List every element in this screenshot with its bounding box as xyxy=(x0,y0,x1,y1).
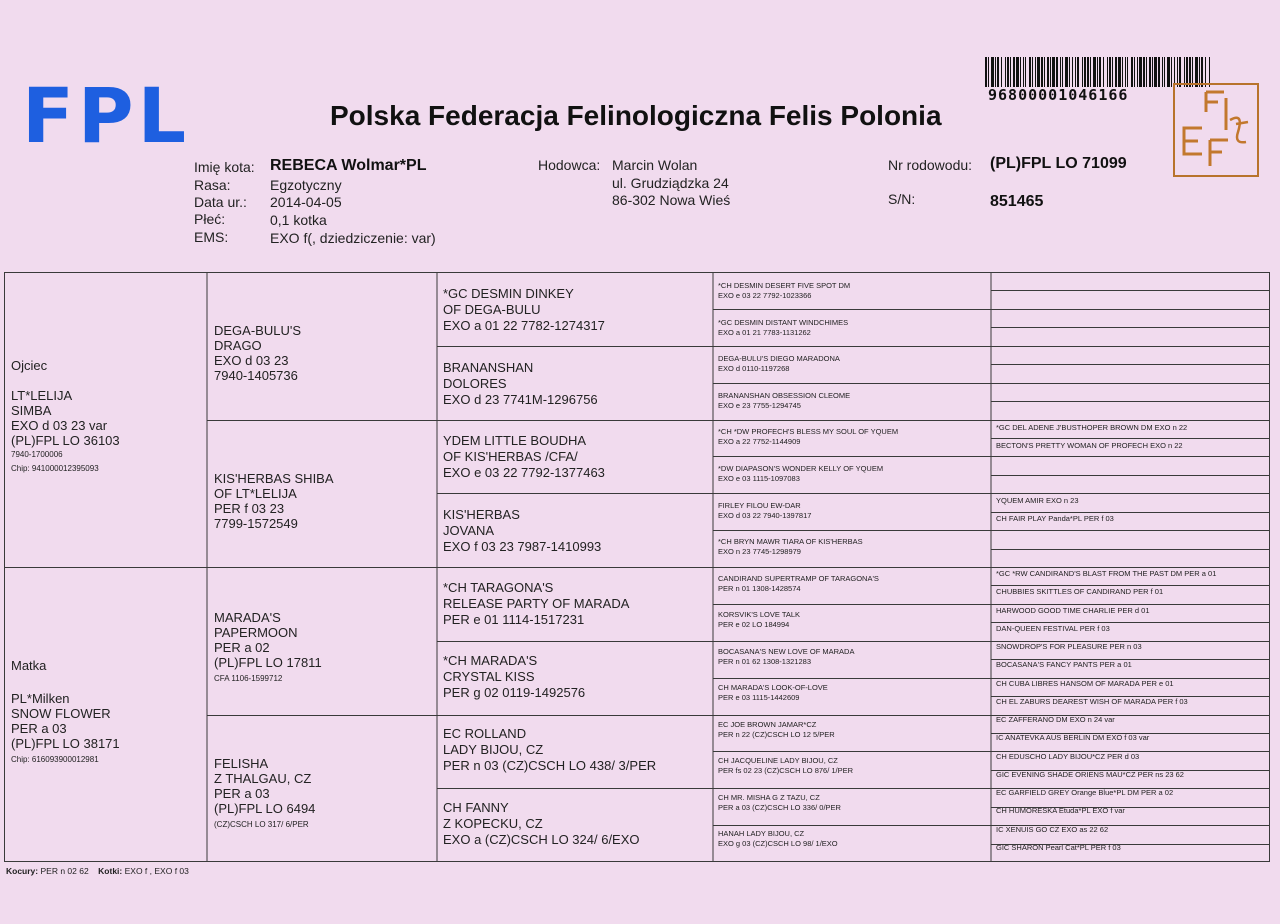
males-value: PER n 02 62 xyxy=(40,866,89,876)
grandparent-line1: KIS'HERBAS SHIBA xyxy=(214,471,334,486)
gen5-cell: CH CUBA LIBRES HANSOM OF MARADA PER e 01 xyxy=(996,679,1174,688)
grandparent-line3: PER a 03 xyxy=(214,786,270,801)
gen4-cell xyxy=(718,281,850,300)
fpl-logo xyxy=(22,71,191,160)
gen5-cell: *GC DEL ADENE J'BUSTHOPER BROWN DM EXO n 22 xyxy=(996,423,1188,432)
gen4-line1: CH MR. MISHA G Z TAZU, CZ xyxy=(718,793,820,802)
sire-role: Ojciec xyxy=(11,358,48,373)
gen3-cell xyxy=(443,433,713,481)
dob-value: 2014-04-05 xyxy=(270,194,342,210)
gen4-line2: EXO e 03 22 7792-1023366 xyxy=(718,290,812,300)
grandparent-cell xyxy=(214,471,434,531)
gen4-line1: CH JACQUELINE LADY BIJOU, CZ xyxy=(718,756,838,765)
gen4-cell xyxy=(718,501,811,520)
grandparent-line2: OF LT*LELIJA xyxy=(214,486,297,501)
gen5-cell: BOCASANA'S FANCY PANTS PER a 01 xyxy=(996,660,1132,669)
sn-value: 851465 xyxy=(990,193,1044,210)
gen4-cell xyxy=(718,391,850,410)
gen5-cell: IC ANATEVKA AUS BERLIN DM EXO f 03 var xyxy=(996,733,1150,742)
gen3-line2: JOVANA xyxy=(443,523,495,538)
gen4-line2: PER e 03 1115-1442609 xyxy=(718,692,800,702)
gen5-cell: CH EDUSCHO LADY BIJOU*CZ PER d 03 xyxy=(996,752,1140,761)
gen4-line1: *DW DIAPASON'S WONDER KELLY OF YQUEM xyxy=(718,464,884,473)
females-label: Kotki: xyxy=(98,866,123,876)
gen4-line2: PER a 03 (CZ)CSCH LO 336/ 0/PER xyxy=(718,802,841,812)
grandparent-line2: PAPERMOON xyxy=(214,625,298,640)
gen5-cell: DAN-QUEEN FESTIVAL PER f 03 xyxy=(996,624,1110,633)
gen3-line1: BRANANSHAN xyxy=(443,360,534,375)
gen4-line1: *CH BRYN MAWR TIARA OF KIS'HERBAS xyxy=(718,537,863,546)
dam-line1: PL*Milken xyxy=(11,691,70,706)
gen3-line2: OF DEGA-BULU xyxy=(443,302,541,317)
sire-line1: LT*LELIJA xyxy=(11,388,73,403)
sire-line3: EXO d 03 23 var xyxy=(11,418,108,433)
ems-label: EMS: xyxy=(194,229,229,245)
gen3-line3: EXO d 23 7741M-1296756 xyxy=(443,392,598,407)
gen5-cell: EC ZAFFERANO DM EXO n 24 var xyxy=(996,715,1115,724)
breeder-city: 86-302 Nowa Wieś xyxy=(612,192,731,208)
gen3-line3: EXO a (CZ)CSCH LO 324/ 6/EXO xyxy=(443,832,640,847)
gen3-line2: RELEASE PARTY OF MARADA xyxy=(443,596,630,611)
gen3-line3: PER e 01 1114-1517231 xyxy=(443,612,585,627)
gen4-cell xyxy=(718,354,840,373)
cat-name-label: Imię kota: xyxy=(194,159,255,175)
gen4-line2: EXO d 03 22 7940-1397817 xyxy=(718,510,812,520)
gen3-line1: KIS'HERBAS xyxy=(443,507,520,522)
gen3-line3: PER n 03 (CZ)CSCH LO 438/ 3/PER xyxy=(443,758,657,773)
breeder-label: Hodowca: xyxy=(538,157,601,173)
dam-line2: SNOW FLOWER xyxy=(11,706,111,721)
gen3-cell xyxy=(443,580,713,628)
gen3-line2: Z KOPECKU, CZ xyxy=(443,816,543,831)
gen5-cell: GIC SHARON Pearl Cat*PL PER f 03 xyxy=(996,843,1121,852)
ems-value: EXO f(, dziedziczenie: var) xyxy=(270,230,436,246)
sire-line4: (PL)FPL LO 36103 xyxy=(11,433,120,448)
gen3-cell xyxy=(443,360,713,408)
gen4-cell xyxy=(718,537,863,556)
gen4-line2: EXO g 03 (CZ)CSCH LO 98/ 1/EXO xyxy=(718,838,838,848)
sire-cell xyxy=(11,358,201,474)
gen3-line2: OF KIS'HERBAS /CFA/ xyxy=(443,449,578,464)
dam-cell xyxy=(11,658,201,765)
fife-logo-icon xyxy=(1172,82,1260,178)
gen4-line2: PER n 01 1308-1428574 xyxy=(718,583,801,593)
dam-role: Matka xyxy=(11,658,47,673)
breeder-name: Marcin Wolan xyxy=(612,157,698,173)
gen4-line1: *CH DESMIN DESERT FIVE SPOT DM xyxy=(718,281,851,290)
gen4-cell xyxy=(718,647,854,666)
sex-label: Płeć: xyxy=(194,211,226,227)
gen5-cell: EC GARFIELD GREY Orange Blue*PL DM PER a 02 xyxy=(996,788,1174,797)
gen3-line2: DOLORES xyxy=(443,376,507,391)
gen4-line2: PER e 02 LO 184994 xyxy=(718,619,790,629)
gen3-line1: EC ROLLAND xyxy=(443,726,527,741)
grandparent-line1: MARADA'S xyxy=(214,610,281,625)
gen5-cell: *GC *RW CANDIRAND'S BLAST FROM THE PAST DM PER a 01 xyxy=(996,569,1217,578)
gen4-line2: EXO e 23 7755-1294745 xyxy=(718,400,801,410)
gen4-line1: HANAH LADY BIJOU, CZ xyxy=(718,829,805,838)
gen3-cell xyxy=(443,286,713,334)
sn-label: S/N: xyxy=(888,191,916,207)
gen4-line1: FIRLEY FILOU EW-DAR xyxy=(718,501,801,510)
gen5-cell: CHUBBIES SKITTLES OF CANDIRAND PER f 01 xyxy=(996,587,1164,596)
males-label: Kocury: xyxy=(6,866,39,876)
gen4-cell xyxy=(718,720,835,739)
breeder-street: ul. Grudziądzka 24 xyxy=(612,175,729,191)
gen4-line2: EXO a 01 21 7783-1131262 xyxy=(718,327,811,337)
gen4-cell xyxy=(718,610,800,629)
sex-value: 0,1 kotka xyxy=(270,212,327,228)
dam-chip: Chip: 616093900012981 xyxy=(11,755,99,764)
gen4-line1: CH MARADA'S LOOK-OF-LOVE xyxy=(718,683,828,692)
gen4-cell xyxy=(718,318,848,337)
gen3-line3: PER g 02 0119-1492576 xyxy=(443,685,586,700)
gen5-cell: CH EL ZABURS DEAREST WISH OF MARADA PER f 03 xyxy=(996,697,1188,706)
grandparent-line4: 7940-1405736 xyxy=(214,368,298,383)
gen3-line3: EXO e 03 22 7792-1377463 xyxy=(443,465,605,480)
footer-summary xyxy=(6,866,189,876)
grandparent-line2: DRAGO xyxy=(214,338,262,353)
gen4-line1: CANDIRAND SUPERTRAMP OF TARAGONA'S xyxy=(718,574,879,583)
breed-label: Rasa: xyxy=(194,177,231,193)
pedigree-table xyxy=(4,272,1270,862)
gen3-line1: *GC DESMIN DINKEY xyxy=(443,286,574,301)
page-title: Polska Federacja Felinologiczna Felis Polonia xyxy=(330,100,942,131)
fpl-logo-text: FPL xyxy=(22,71,191,160)
grandparent-line1: DEGA-BULU'S xyxy=(214,323,302,338)
grandparent-cell xyxy=(214,323,434,383)
grandparent-small: CFA 1106-1599712 xyxy=(214,674,283,683)
dam-line3: PER a 03 xyxy=(11,721,67,736)
gen4-cell xyxy=(718,683,828,702)
gen4-line1: BRANANSHAN OBSESSION CLEOME xyxy=(718,391,851,400)
gen4-cell xyxy=(718,829,838,848)
gen3-line1: *CH TARAGONA'S xyxy=(443,580,554,595)
grandparent-small: (CZ)CSCH LO 317/ 6/PER xyxy=(214,820,309,829)
grandparent-line3: PER a 02 xyxy=(214,640,270,655)
grandparent-line4: 7799-1572549 xyxy=(214,516,298,531)
gen4-cell xyxy=(718,793,841,812)
sire-line2: SIMBA xyxy=(11,403,52,418)
gen4-line2: PER fs 02 23 (CZ)CSCH LO 876/ 1/PER xyxy=(718,765,854,775)
grandparent-line3: EXO d 03 23 xyxy=(214,353,289,368)
grandparent-line1: FELISHA xyxy=(214,756,269,771)
grandparent-cell xyxy=(214,756,434,830)
gen3-cell xyxy=(443,800,713,848)
gen3-line3: EXO f 03 23 7987-1410993 xyxy=(443,539,602,554)
gen4-line1: BOCASANA'S NEW LOVE OF MARADA xyxy=(718,647,855,656)
gen4-cell xyxy=(718,756,853,775)
females-value: EXO f , EXO f 03 xyxy=(124,866,189,876)
gen3-line3: EXO a 01 22 7782-1274317 xyxy=(443,318,605,333)
gen4-line1: *GC DESMIN DISTANT WINDCHIMES xyxy=(718,318,849,327)
dam-line4: (PL)FPL LO 38171 xyxy=(11,736,120,751)
gen5-cell: IC XENUIS GO CZ EXO as 22 62 xyxy=(996,825,1109,834)
breed-value: Egzotyczny xyxy=(270,177,342,193)
gen3-cell xyxy=(443,726,713,774)
grandparent-cell xyxy=(214,610,434,684)
gen3-line1: CH FANNY xyxy=(443,800,509,815)
sire-chip: Chip: 941000012395093 xyxy=(11,464,99,473)
gen5-cell: CH FAIR PLAY Panda*PL PER f 03 xyxy=(996,514,1114,523)
gen3-line2: CRYSTAL KISS xyxy=(443,669,535,684)
gen4-line1: KORSVIK'S LOVE TALK xyxy=(718,610,801,619)
cat-name: REBECA Wolmar*PL xyxy=(270,157,427,174)
grandparent-line2: Z THALGAU, CZ xyxy=(214,771,312,786)
gen4-line1: DEGA-BULU'S DIEGO MARADONA xyxy=(718,354,840,363)
gen4-line2: EXO n 23 7745-1298979 xyxy=(718,546,801,556)
gen3-line1: YDEM LITTLE BOUDHA xyxy=(443,433,587,448)
pedigree-number: (PL)FPL LO 71099 xyxy=(990,155,1127,172)
gen5-cell: GIC EVENING SHADE ORIENS MAU*CZ PER ns 23 62 xyxy=(996,770,1184,779)
gen4-line2: EXO d 0110-1197268 xyxy=(718,363,790,373)
gen5-cell: HARWOOD GOOD TIME CHARLIE PER d 01 xyxy=(996,606,1150,615)
gen4-cell xyxy=(718,427,898,446)
gen5-cell: YQUEM AMIR EXO n 23 xyxy=(996,496,1079,505)
gen4-line1: EC JOE BROWN JAMAR*CZ xyxy=(718,720,817,729)
gen5-cell: CH HUMORESKA Etuda*PL EXO f var xyxy=(996,806,1125,815)
grandparent-line4: (PL)FPL LO 6494 xyxy=(214,801,316,816)
dob-label: Data ur.: xyxy=(194,194,247,210)
grandparent-line4: (PL)FPL LO 17811 xyxy=(214,655,322,670)
gen4-line1: *CH *DW PROFECH'S BLESS MY SOUL OF YQUEM xyxy=(718,427,899,436)
gen4-line2: EXO e 03 1115-1097083 xyxy=(718,473,800,483)
gen5-cell: BECTON'S PRETTY WOMAN OF PROFECH EXO n 22 xyxy=(996,441,1183,450)
gen4-line2: PER n 22 (CZ)CSCH LO 12 5/PER xyxy=(718,729,835,739)
gen4-cell xyxy=(718,574,879,593)
sire-small1: 7940-1700006 xyxy=(11,450,63,459)
gen3-line1: *CH MARADA'S xyxy=(443,653,538,668)
gen5-cell: SNOWDROP'S FOR PLEASURE PER n 03 xyxy=(996,642,1142,651)
gen3-cell xyxy=(443,507,713,555)
grandparent-line3: PER f 03 23 xyxy=(214,501,285,516)
gen3-cell xyxy=(443,653,713,701)
pedigree-number-label: Nr rodowodu: xyxy=(888,157,973,173)
gen4-line2: PER n 01 62 1308-1321283 xyxy=(718,656,811,666)
gen3-line2: LADY BIJOU, CZ xyxy=(443,742,544,757)
barcode-number: 96800001046166 xyxy=(988,86,1129,104)
gen4-line2: EXO a 22 7752-1144909 xyxy=(718,436,801,446)
gen4-cell xyxy=(718,464,883,483)
